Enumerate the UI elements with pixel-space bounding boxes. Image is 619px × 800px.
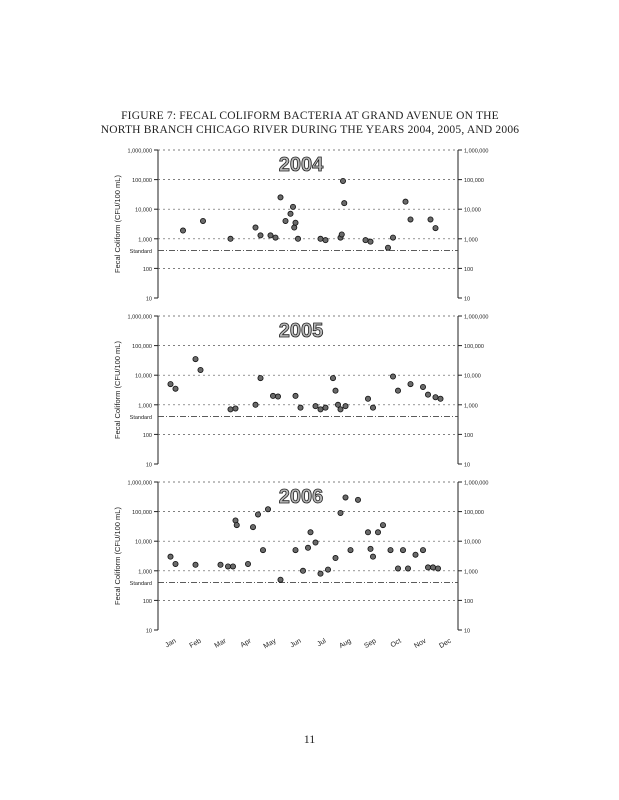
standard-label: Standard [129,415,152,422]
data-point [318,407,323,412]
data-point [390,374,395,379]
data-point [318,571,323,576]
data-point [363,238,368,243]
data-point [228,236,233,241]
data-point [403,199,408,204]
year-label: 2005 [278,320,324,342]
data-point [268,233,273,238]
x-month-label: Jun [289,637,303,650]
data-point [433,395,438,400]
page-number: 11 [303,732,316,746]
data-point [305,545,310,550]
y-tick-label-right: 1,000,000 [464,148,489,155]
data-point [278,195,283,200]
data-point [258,375,263,380]
data-point [295,236,300,241]
data-point [343,404,348,409]
standard-label: Standard [129,581,152,588]
data-point [375,530,380,535]
x-month-label: Apr [239,637,253,650]
y-tick-label: 1,000,000 [127,148,152,155]
data-point [348,548,353,553]
x-month-label: Jan [164,637,178,650]
data-point [313,540,318,545]
y-tick-label-right: 10,000 [464,539,481,546]
x-month-label: Aug [338,637,353,650]
data-point [168,554,173,559]
data-point [225,564,230,569]
figure-title-line-1: FIGURE 7: FECAL COLIFORM BACTERIA AT GRAND AVENUE ON THE [121,110,499,122]
data-point [365,530,370,535]
data-point [308,530,313,535]
data-point [228,407,233,412]
data-point [288,211,293,216]
y-tick-label: 100,000 [132,178,152,185]
y-tick-label-right: 1,000,000 [464,480,489,487]
data-point [420,384,425,389]
data-point [435,566,440,571]
y-tick-label-right: 10,000 [464,207,481,214]
y-tick-label-right: 100,000 [464,510,484,517]
data-point [323,238,328,243]
y-tick-label-right: 1,000 [464,237,478,244]
data-point [230,564,235,569]
data-point [198,367,203,372]
y-tick-label-right: 100 [464,432,474,439]
data-point [340,178,345,183]
y-axis-label: Fecal Coliform (CFU/100 mL) [113,341,122,439]
y-tick-label: 10,000 [135,207,152,214]
data-point [290,204,295,209]
x-month-label: May [262,637,278,651]
data-point [338,407,343,412]
data-point [293,393,298,398]
data-point [173,386,178,391]
data-point [438,396,443,401]
x-month-label: Nov [413,637,428,650]
x-month-label: Feb [188,637,203,650]
data-point [342,201,347,206]
data-point [323,405,328,410]
data-point [193,356,198,361]
data-point [365,396,370,401]
data-point [390,235,395,240]
data-point [355,497,360,502]
data-point [425,565,430,570]
y-tick-label-right: 100 [464,266,474,273]
y-tick-label: 100 [142,598,152,605]
y-tick-label-right: 10 [464,296,471,303]
y-tick-label: 1,000,000 [127,480,152,487]
data-point [265,507,270,512]
y-tick-label: 1,000 [138,569,152,576]
y-tick-label: 100 [142,432,152,439]
data-point [278,577,283,582]
data-point [339,232,344,237]
data-point [270,393,275,398]
data-point [368,546,373,551]
x-month-label: Sep [363,637,378,650]
data-point [293,220,298,225]
y-axis-label: Fecal Coliform (CFU/100 mL) [113,507,122,605]
data-point [300,568,305,573]
data-point [388,548,393,553]
y-tick-label-right: 1,000,000 [464,314,489,321]
data-point [408,382,413,387]
data-point [395,566,400,571]
y-tick-label-right: 100,000 [464,178,484,185]
y-tick-label: 10 [145,462,152,469]
x-month-label: Mar [213,637,228,650]
data-point [293,548,298,553]
y-tick-label-right: 1,000 [464,569,478,576]
year-label: 2006 [278,486,324,508]
x-month-label: Oct [389,637,403,650]
data-point [370,554,375,559]
figure-title-line-2: NORTH BRANCH CHICAGO RIVER DURING THE YEARS 2004, 2005, AND 2006 [100,124,520,136]
data-point [380,522,385,527]
data-point [260,548,265,553]
data-point [325,567,330,572]
data-point [425,392,430,397]
y-tick-label: 100,000 [132,344,152,351]
y-tick-label: 1,000 [138,237,152,244]
data-point [313,404,318,409]
data-point [180,228,185,233]
data-point [405,566,410,571]
y-tick-label: 10 [145,628,152,635]
y-tick-label-right: 100,000 [464,344,484,351]
data-point [283,218,288,223]
data-point [233,406,238,411]
y-tick-label-right: 10 [464,628,471,635]
data-point [298,405,303,410]
data-point [433,225,438,230]
standard-label: Standard [129,249,152,256]
y-tick-label: 100 [142,266,152,273]
data-point [385,245,390,250]
data-point [408,217,413,222]
y-tick-label-right: 10 [464,462,471,469]
data-point [420,548,425,553]
data-point [250,524,255,529]
data-point [234,522,239,527]
y-tick-label: 100,000 [132,510,152,517]
data-point [275,394,280,399]
y-tick-label-right: 10,000 [464,373,481,380]
data-point [338,510,343,515]
data-point [343,495,348,500]
data-point [292,225,297,230]
y-tick-label: 10,000 [135,539,152,546]
y-axis-label: Fecal Coliform (CFU/100 mL) [113,175,122,273]
data-point [253,402,258,407]
data-point [428,217,433,222]
year-label: 2004 [278,154,324,176]
data-point [333,388,338,393]
data-point [333,555,338,560]
x-month-label: Jul [316,637,328,649]
data-point [370,405,375,410]
data-point [430,565,435,570]
data-point [218,562,223,567]
y-tick-label: 10,000 [135,373,152,380]
data-point [245,561,250,566]
data-point [395,388,400,393]
data-point [255,512,260,517]
data-point [318,236,323,241]
data-point [200,218,205,223]
data-point [193,562,198,567]
data-point [253,225,258,230]
data-point [273,235,278,240]
data-point [400,548,405,553]
y-tick-label: 10 [145,296,152,303]
data-point [168,382,173,387]
data-point [368,239,373,244]
data-point [330,375,335,380]
data-point [413,552,418,557]
data-point [258,233,263,238]
x-month-label: Dec [438,637,453,650]
data-point [173,561,178,566]
y-tick-label-right: 1,000 [464,403,478,410]
y-tick-label: 1,000,000 [127,314,152,321]
y-tick-label-right: 100 [464,598,474,605]
y-tick-label: 1,000 [138,403,152,410]
